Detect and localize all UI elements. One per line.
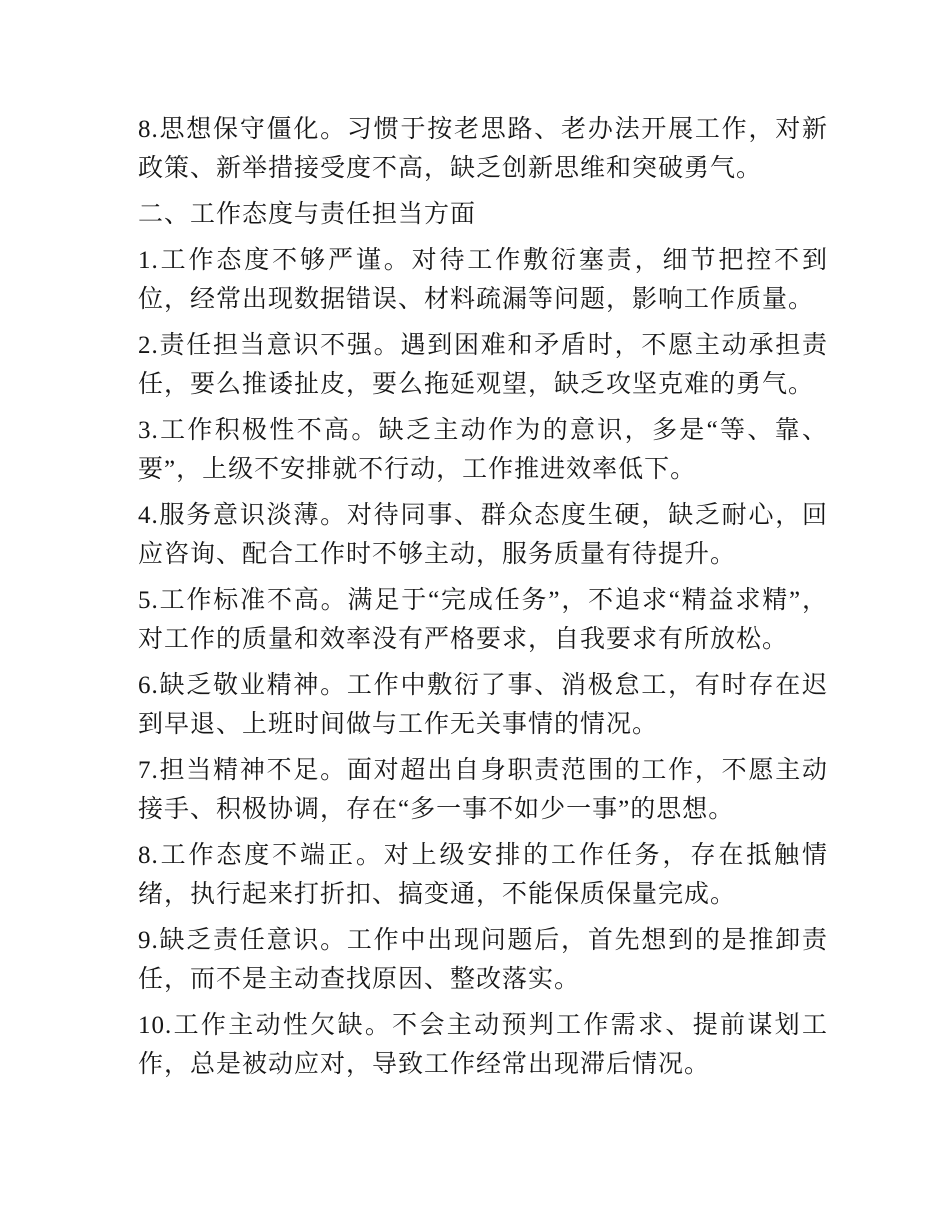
issue-paragraph: 1.工作态度不够严谨。对待工作敷衍塞责，细节把控不到位，经常出现数据错误、材料疏漏等问题，影响工作质量。 — [138, 247, 828, 313]
issue-paragraph: 10.工作主动性欠缺。不会主动预判工作需求、提前谋划工作，总是被动应对，导致工作经常出现滞后情况。 — [138, 1012, 828, 1078]
issue-paragraph: 2.责任担当意识不强。遇到困难和矛盾时，不愿主动承担责任，要么推诿扯皮，要么拖延观望，缺乏攻坚克难的勇气。 — [138, 332, 828, 398]
issue-paragraph: 4.服务意识淡薄。对待同事、群众态度生硬，缺乏耐心，回应咨询、配合工作时不够主动，服务质量有待提升。 — [138, 502, 828, 568]
document-body — [138, 110, 828, 1091]
section-heading: 二、工作态度与责任担当方面 — [138, 201, 477, 228]
issue-paragraph: 8.思想保守僵化。习惯于按老思路、老办法开展工作，对新政策、新举措接受度不高，缺乏创新思维和突破勇气。 — [138, 116, 828, 182]
issue-paragraph: 8.工作态度不端正。对上级安排的工作任务，存在抵触情绪，执行起来打折扣、搞变通，不能保质保量完成。 — [138, 842, 828, 908]
issue-paragraph: 7.担当精神不足。面对超出自身职责范围的工作，不愿主动接手、积极协调，存在“多一事不如少一事”的思想。 — [138, 757, 828, 823]
issue-paragraph: 5.工作标准不高。满足于“完成任务”，不追求“精益求精”，对工作的质量和效率没有严格要求，自我要求有所放松。 — [138, 587, 828, 653]
issue-paragraph: 3.工作积极性不高。缺乏主动作为的意识，多是“等、靠、要”，上级不安排就不行动，工作推进效率低下。 — [138, 417, 828, 483]
issue-paragraph: 6.缺乏敬业精神。工作中敷衍了事、消极怠工，有时存在迟到早退、上班时间做与工作无关事情的情况。 — [138, 672, 828, 738]
issue-paragraph: 9.缺乏责任意识。工作中出现问题后，首先想到的是推卸责任，而不是主动查找原因、整改落实。 — [138, 927, 828, 993]
